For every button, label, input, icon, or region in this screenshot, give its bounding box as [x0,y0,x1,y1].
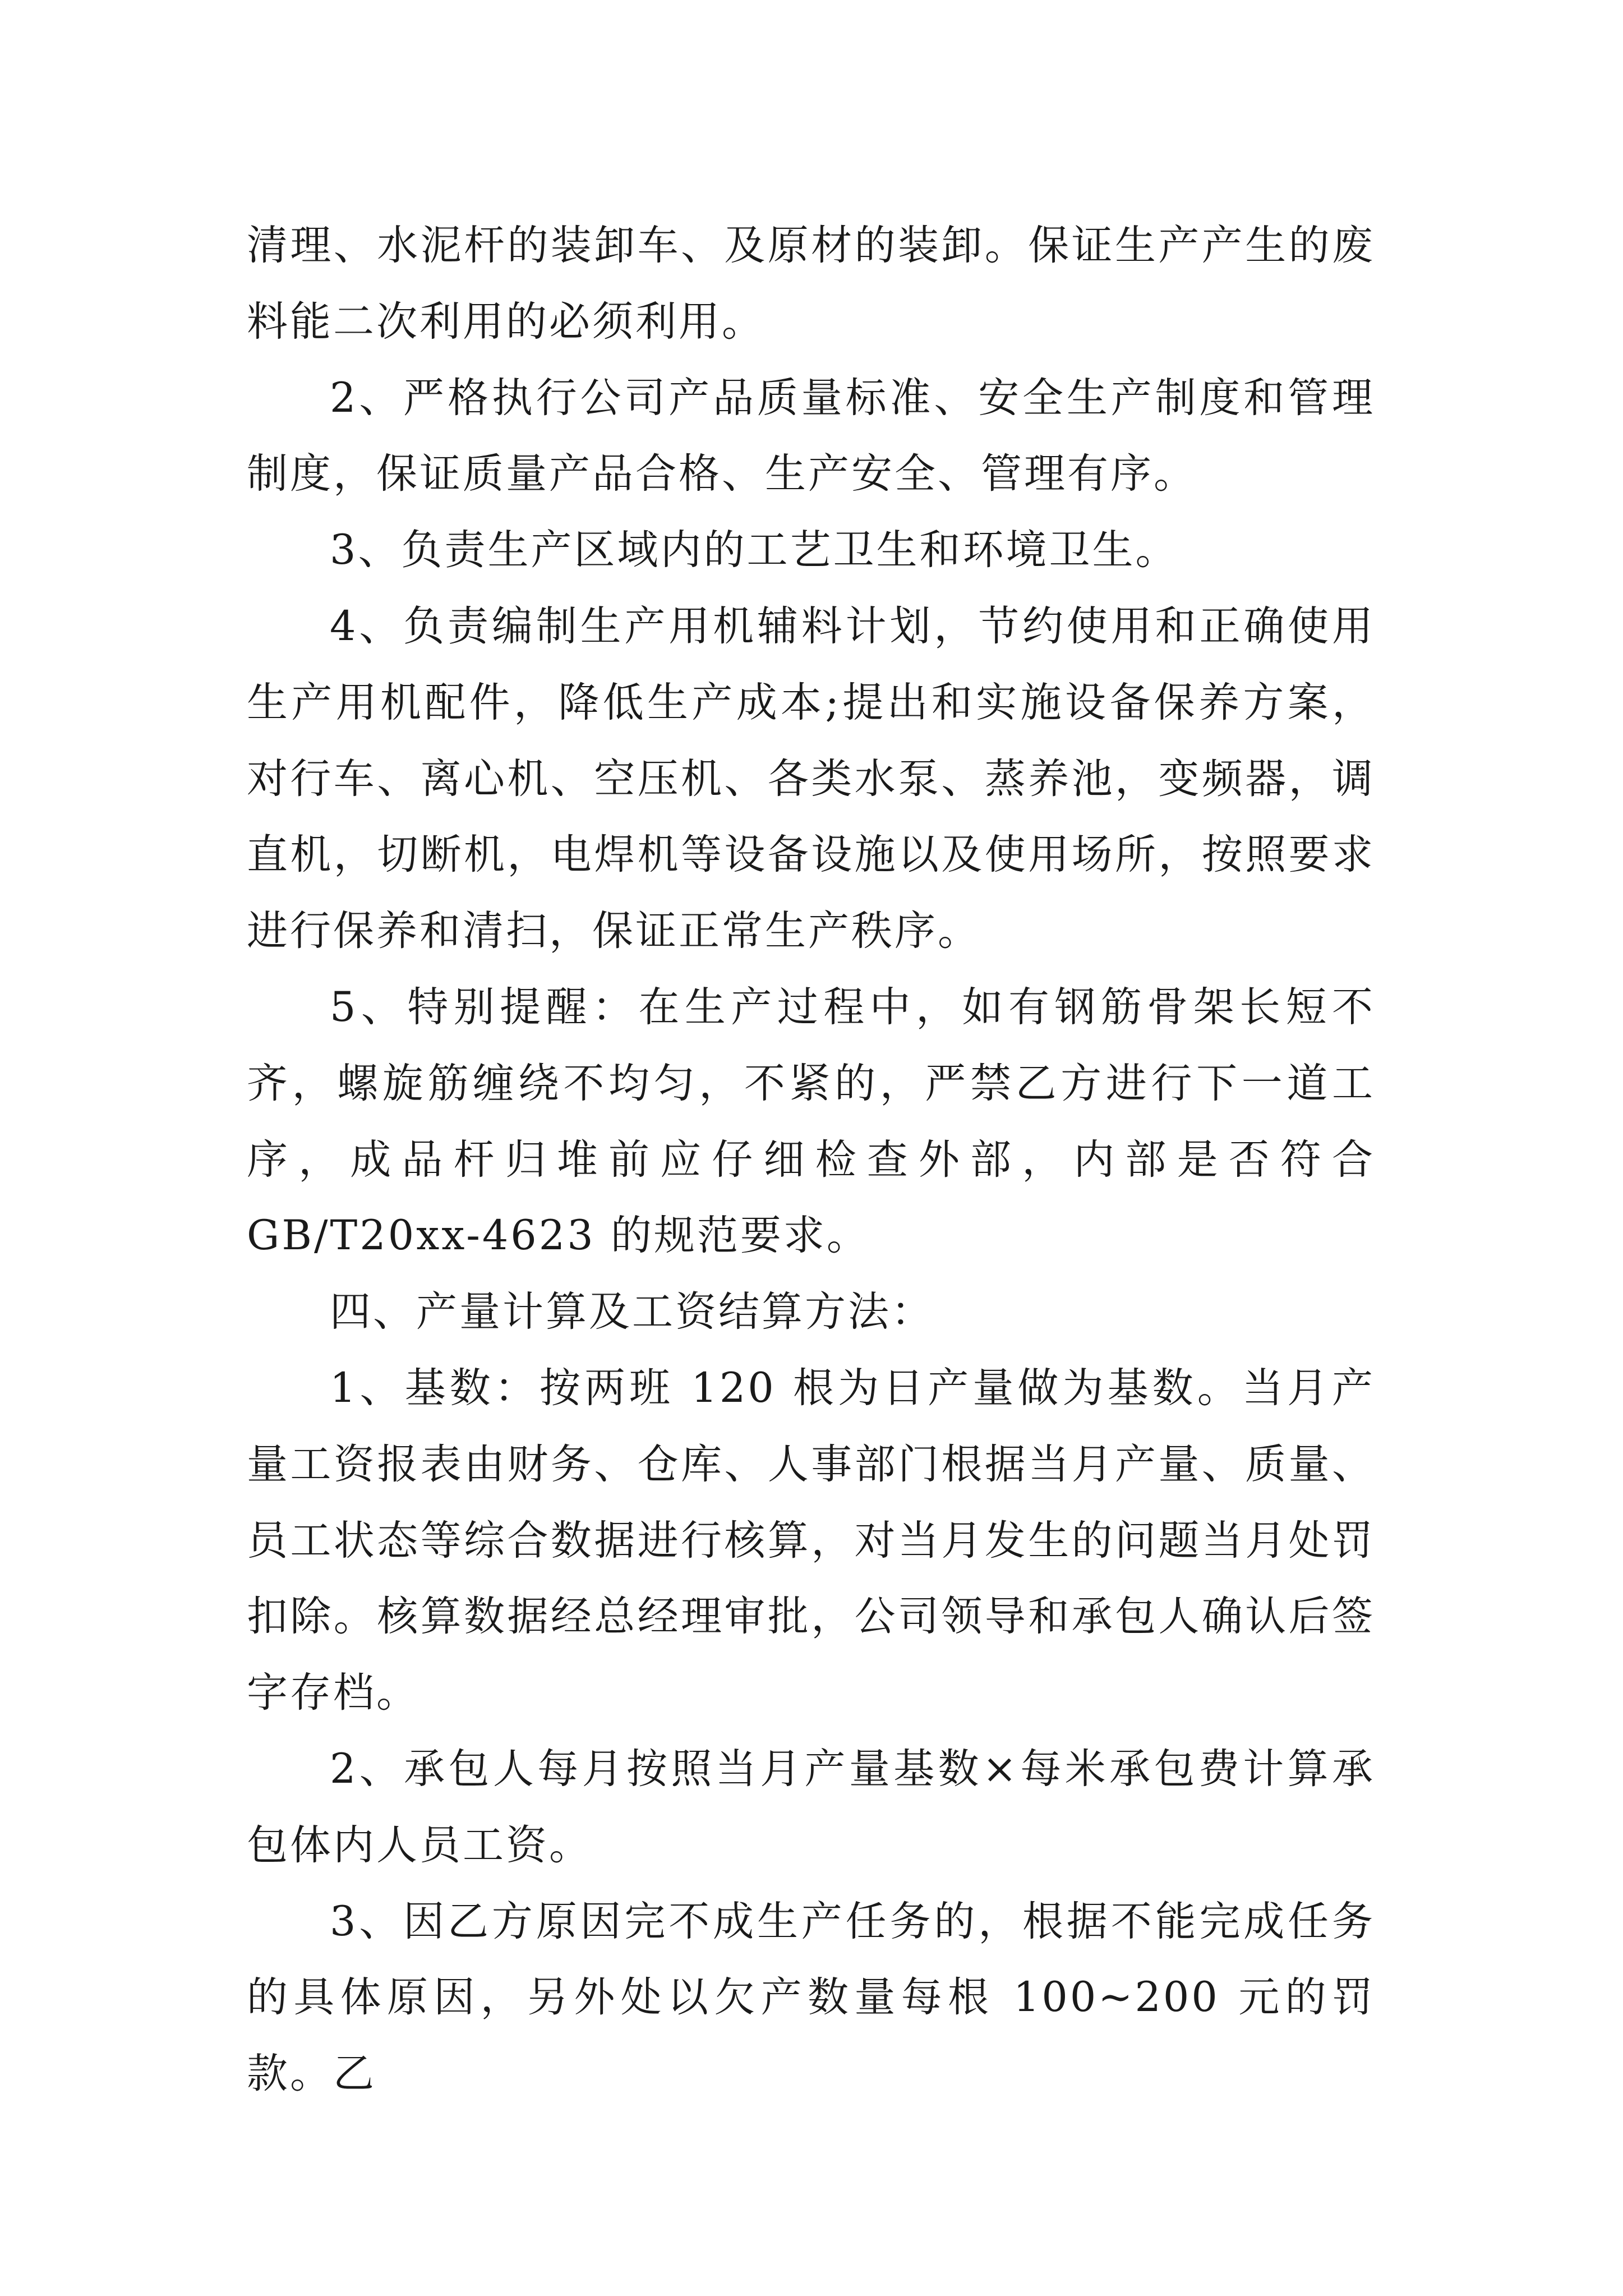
paragraph-item-3: 3、负责生产区域内的工艺卫生和环境卫生。 [330,526,1179,574]
document-body [247,208,1375,2112]
paragraph-penalty: 3、因乙方原因完不成生产任务的，根据不能完成任务的具体原因，另外处以欠产数量每根 100~200 元的罚款。乙 [247,1897,1375,2098]
paragraph-continuation: 清理、水泥杆的装卸车、及原材的装卸。保证生产产生的废料能二次利用的必须利用。 [247,222,1375,346]
paragraph-item-2: 2、严格执行公司产品质量标准、安全生产制度和管理制度，保证质量产品合格、生产安全、管理有序。 [247,374,1375,498]
section-heading-4: 四、产量计算及工资结算方法： [330,1288,934,1336]
paragraph-base-quantity: 1、基数：按两班 120 根为日产量做为基数。当月产量工资报表由财务、仓库、人事部门根据当月产量、质量、员工状态等综合数据进行核算，对当月发生的问题当月处罚扣除。核算数据经总经理审批，公司领导和承包人确认后签字存档。 [247,1364,1375,1717]
paragraph-item-4: 4、负责编制生产用机辅料计划，节约使用和正确使用生产用机配件，降低生产成本;提出和实施设备保养方案，对行车、离心机、空压机、各类水泵、蒸养池，变频器，调直机，切断机，电焊机等设备设施以及使用场所，按照要求进行保养和清扫，保证正常生产秩序。 [247,602,1375,955]
paragraph-item-5: 5、特别提醒：在生产过程中，如有钢筋骨架长短不齐，螺旋筋缠绕不均匀，不紧的，严禁乙方进行下一道工序，成品杆归堆前应仔细检查外部，内部是否符合 GB/T20xx-4623 的规范要求。 [247,983,1375,1260]
paragraph-wage-calculation: 2、承包人每月按照当月产量基数×每米承包费计算承包体内人员工资。 [247,1745,1375,1869]
